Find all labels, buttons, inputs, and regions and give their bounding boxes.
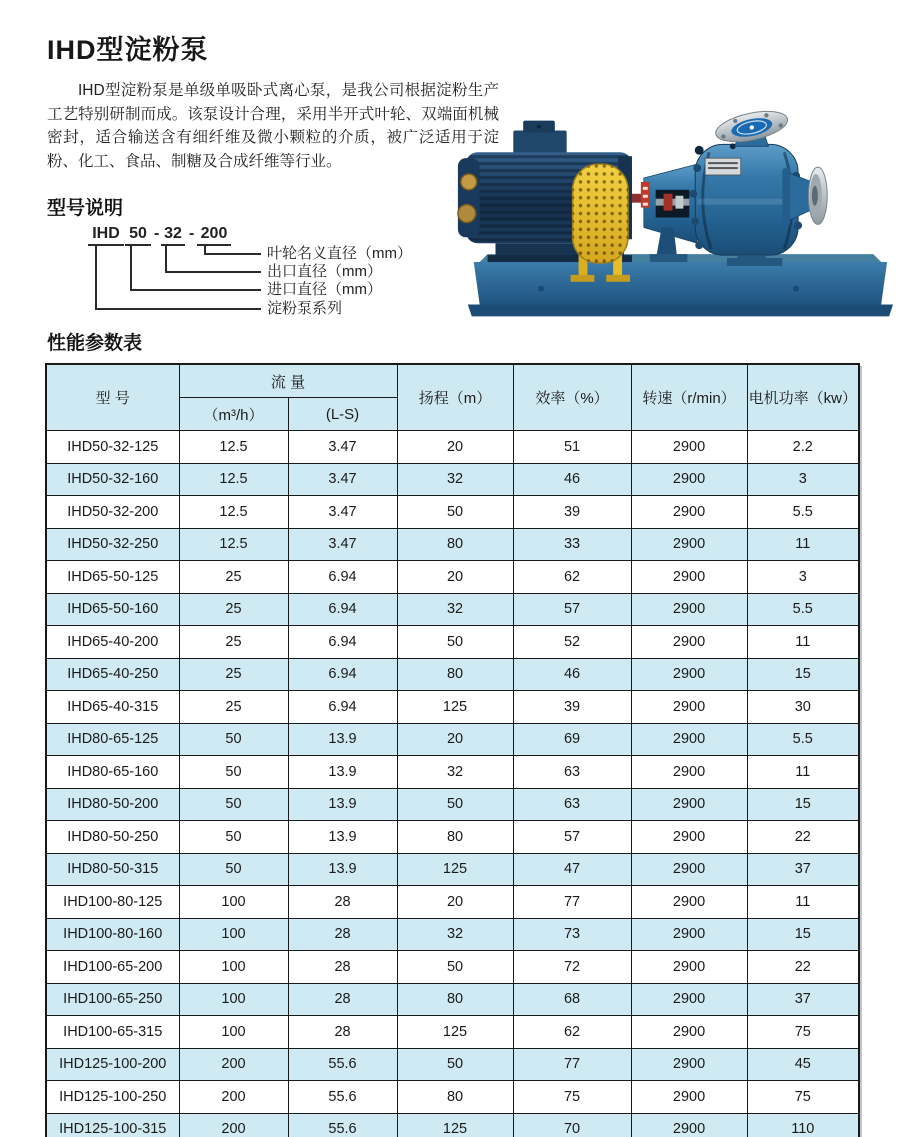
table-row [46,918,859,951]
cell-head: 125 [397,853,513,886]
cell-flow-ls: 6.94 [288,691,397,724]
model-code-separator: - [154,225,160,242]
diagram-label-pump-series: 淀粉泵系列 [267,300,343,317]
table-row [46,691,859,724]
table-row [46,821,859,854]
cell-speed: 2900 [631,821,747,854]
cell-flow-ls: 28 [288,886,397,919]
cell-flow-ls: 13.9 [288,821,397,854]
cell-efficiency: 75 [513,1081,631,1114]
cell-flow-ls: 55.6 [288,1081,397,1114]
cell-flow-ls: 6.94 [288,561,397,594]
cell-flow-m3h: 200 [179,1113,288,1137]
cell-flow-m3h: 100 [179,886,288,919]
cell-model: IHD50-32-200 [46,496,179,529]
performance-table-header [46,364,859,431]
cell-flow-ls: 55.6 [288,1113,397,1137]
diagram-label-outlet-diameter: 出口直径（mm） [267,263,382,280]
cell-head: 20 [397,886,513,919]
cell-efficiency: 39 [513,496,631,529]
diagram-label-impeller-diameter: 叶轮名义直径（mm） [267,245,412,262]
cell-power: 15 [747,658,859,691]
table-row [46,1081,859,1114]
cell-head: 80 [397,983,513,1016]
cell-power: 5.5 [747,723,859,756]
table-row [46,983,859,1016]
cell-efficiency: 39 [513,691,631,724]
cell-flow-m3h: 12.5 [179,431,288,464]
cell-efficiency: 47 [513,853,631,886]
model-code-separator: - [189,225,195,242]
cell-speed: 2900 [631,723,747,756]
cell-efficiency: 73 [513,918,631,951]
cell-power: 110 [747,1113,859,1137]
table-row [46,561,859,594]
col-header-flow-ls: (L-S) [288,398,397,431]
cell-head: 32 [397,463,513,496]
cell-flow-ls: 6.94 [288,626,397,659]
cell-model: IHD50-32-250 [46,528,179,561]
discharge-flange [713,106,790,147]
cell-efficiency: 72 [513,951,631,984]
cell-head: 125 [397,1113,513,1137]
cell-flow-m3h: 50 [179,756,288,789]
cell-model: IHD50-32-125 [46,431,179,464]
cell-head: 20 [397,723,513,756]
cell-model: IHD100-80-160 [46,918,179,951]
table-row [46,626,859,659]
table-row [46,1016,859,1049]
table-row [46,431,859,464]
model-section-heading: 型号说明 [47,198,124,219]
cell-power: 75 [747,1016,859,1049]
cell-speed: 2900 [631,1081,747,1114]
cell-flow-ls: 3.47 [288,463,397,496]
cell-efficiency: 51 [513,431,631,464]
cell-power: 11 [747,528,859,561]
cell-model: IHD100-80-125 [46,886,179,919]
cell-head: 50 [397,496,513,529]
col-header-head: 扬程（m） [397,364,513,431]
cell-power: 15 [747,788,859,821]
suction-flange [782,167,827,225]
cell-efficiency: 46 [513,463,631,496]
cell-flow-m3h: 100 [179,1016,288,1049]
cell-speed: 2900 [631,918,747,951]
table-row [46,951,859,984]
cell-power: 37 [747,983,859,1016]
cell-head: 50 [397,788,513,821]
cell-power: 11 [747,756,859,789]
cell-flow-ls: 3.47 [288,431,397,464]
cell-model: IHD80-50-250 [46,821,179,854]
cell-flow-ls: 3.47 [288,528,397,561]
cell-speed: 2900 [631,1016,747,1049]
cell-power: 3 [747,463,859,496]
cell-power: 11 [747,626,859,659]
cell-efficiency: 70 [513,1113,631,1137]
cell-model: IHD65-50-160 [46,593,179,626]
table-row [46,1113,859,1137]
table-row [46,593,859,626]
cell-flow-m3h: 200 [179,1048,288,1081]
cell-speed: 2900 [631,886,747,919]
pump-base [468,254,893,316]
cell-speed: 2900 [631,1113,747,1137]
cell-flow-ls: 28 [288,983,397,1016]
cell-power: 15 [747,918,859,951]
cell-flow-ls: 55.6 [288,1048,397,1081]
table-row [46,788,859,821]
table-row [46,756,859,789]
cell-efficiency: 33 [513,528,631,561]
cell-flow-m3h: 50 [179,853,288,886]
cell-model: IHD125-100-315 [46,1113,179,1137]
cell-flow-ls: 13.9 [288,853,397,886]
cell-model: IHD65-40-200 [46,626,179,659]
model-code-impeller: 200 [197,224,231,246]
cell-flow-m3h: 50 [179,821,288,854]
model-code-outlet: 32 [161,224,185,246]
cell-flow-m3h: 12.5 [179,528,288,561]
cell-flow-ls: 13.9 [288,756,397,789]
table-row [46,723,859,756]
cell-efficiency: 52 [513,626,631,659]
col-header-flow-group: 流 量 [179,364,397,398]
cell-head: 20 [397,561,513,594]
cell-flow-m3h: 50 [179,723,288,756]
cell-power: 5.5 [747,496,859,529]
table-row [46,853,859,886]
model-code-diagram [47,224,467,326]
table-row [46,658,859,691]
cell-head: 20 [397,431,513,464]
col-header-power: 电机功率（kw） [747,364,859,431]
table-row [46,886,859,919]
cell-flow-ls: 6.94 [288,593,397,626]
cell-model: IHD80-65-160 [46,756,179,789]
cell-speed: 2900 [631,853,747,886]
cell-head: 80 [397,1081,513,1114]
cell-flow-m3h: 25 [179,626,288,659]
bearing-bracket [641,164,697,262]
cell-efficiency: 57 [513,821,631,854]
cell-model: IHD65-40-250 [46,658,179,691]
cell-head: 32 [397,756,513,789]
cell-flow-ls: 28 [288,1016,397,1049]
cell-flow-m3h: 25 [179,658,288,691]
cell-power: 5.5 [747,593,859,626]
cell-model: IHD125-100-200 [46,1048,179,1081]
cell-speed: 2900 [631,1048,747,1081]
cell-speed: 2900 [631,463,747,496]
col-header-speed: 转速（r/min） [631,364,747,431]
cell-model: IHD100-65-315 [46,1016,179,1049]
cell-power: 11 [747,886,859,919]
cell-flow-m3h: 12.5 [179,496,288,529]
cell-speed: 2900 [631,496,747,529]
cell-efficiency: 68 [513,983,631,1016]
cell-model: IHD100-65-250 [46,983,179,1016]
performance-table [45,363,860,1137]
cell-flow-m3h: 25 [179,561,288,594]
cell-flow-m3h: 200 [179,1081,288,1114]
cell-head: 125 [397,1016,513,1049]
intro-paragraph: IHD型淀粉泵是单级单吸卧式离心泵，是我公司根据淀粉生产工艺特别研制而成。该泵设计合理，采用半开式叶轮、双端面机械密封，适合输送含有细纤维及微小颗粒的介质，被广泛适用于淀粉、化工、食品、制糖及合成纤维等行业。 [47,82,499,170]
cell-flow-ls: 28 [288,951,397,984]
cell-power: 2.2 [747,431,859,464]
cell-speed: 2900 [631,561,747,594]
cell-flow-m3h: 100 [179,983,288,1016]
cell-power: 75 [747,1081,859,1114]
cell-head: 80 [397,821,513,854]
cell-flow-ls: 28 [288,918,397,951]
cell-flow-ls: 6.94 [288,658,397,691]
cell-speed: 2900 [631,528,747,561]
cell-efficiency: 77 [513,1048,631,1081]
cell-model: IHD100-65-200 [46,951,179,984]
cell-power: 22 [747,951,859,984]
cell-speed: 2900 [631,593,747,626]
cell-speed: 2900 [631,691,747,724]
cell-head: 50 [397,951,513,984]
cell-efficiency: 77 [513,886,631,919]
cell-speed: 2900 [631,788,747,821]
col-header-model: 型 号 [46,364,179,431]
cell-efficiency: 57 [513,593,631,626]
cell-efficiency: 63 [513,788,631,821]
cell-flow-m3h: 25 [179,691,288,724]
performance-table-body [46,431,859,1137]
cell-model: IHD65-40-315 [46,691,179,724]
cell-power: 45 [747,1048,859,1081]
cell-head: 80 [397,658,513,691]
cell-flow-m3h: 50 [179,788,288,821]
cell-power: 37 [747,853,859,886]
cell-speed: 2900 [631,626,747,659]
cell-model: IHD65-50-125 [46,561,179,594]
performance-section-heading: 性能参数表 [47,333,143,354]
diagram-label-inlet-diameter: 进口直径（mm） [267,281,382,298]
cell-power: 3 [747,561,859,594]
cell-speed: 2900 [631,983,747,1016]
table-row [46,1048,859,1081]
cell-power: 22 [747,821,859,854]
cell-flow-ls: 13.9 [288,788,397,821]
cell-flow-m3h: 12.5 [179,463,288,496]
cell-head: 125 [397,691,513,724]
cell-efficiency: 63 [513,756,631,789]
cell-efficiency: 46 [513,658,631,691]
cell-speed: 2900 [631,756,747,789]
cell-power: 30 [747,691,859,724]
cell-head: 50 [397,626,513,659]
model-code-inlet: 50 [125,224,151,246]
table-row [46,496,859,529]
cell-efficiency: 69 [513,723,631,756]
cell-speed: 2900 [631,658,747,691]
pump-illustration [450,106,895,330]
col-header-flow-m3h: （m³/h） [179,398,288,431]
cell-head: 32 [397,593,513,626]
cell-efficiency: 62 [513,1016,631,1049]
cell-model: IHD80-65-125 [46,723,179,756]
cell-flow-ls: 13.9 [288,723,397,756]
table-row [46,528,859,561]
cell-head: 80 [397,528,513,561]
cell-speed: 2900 [631,951,747,984]
model-code-series: IHD [88,224,124,246]
starch-pump-photo [450,106,895,330]
table-row [46,463,859,496]
cell-flow-m3h: 25 [179,593,288,626]
cell-head: 32 [397,918,513,951]
cell-model: IHD80-50-200 [46,788,179,821]
cell-model: IHD80-50-315 [46,853,179,886]
cell-model: IHD125-100-250 [46,1081,179,1114]
page-title: IHD型淀粉泵 [47,35,209,65]
col-header-efficiency: 效率（%） [513,364,631,431]
cell-speed: 2900 [631,431,747,464]
cell-flow-m3h: 100 [179,951,288,984]
cell-flow-ls: 3.47 [288,496,397,529]
cell-efficiency: 62 [513,561,631,594]
nameplate [705,158,741,175]
cell-flow-m3h: 100 [179,918,288,951]
cell-head: 50 [397,1048,513,1081]
cell-model: IHD50-32-160 [46,463,179,496]
